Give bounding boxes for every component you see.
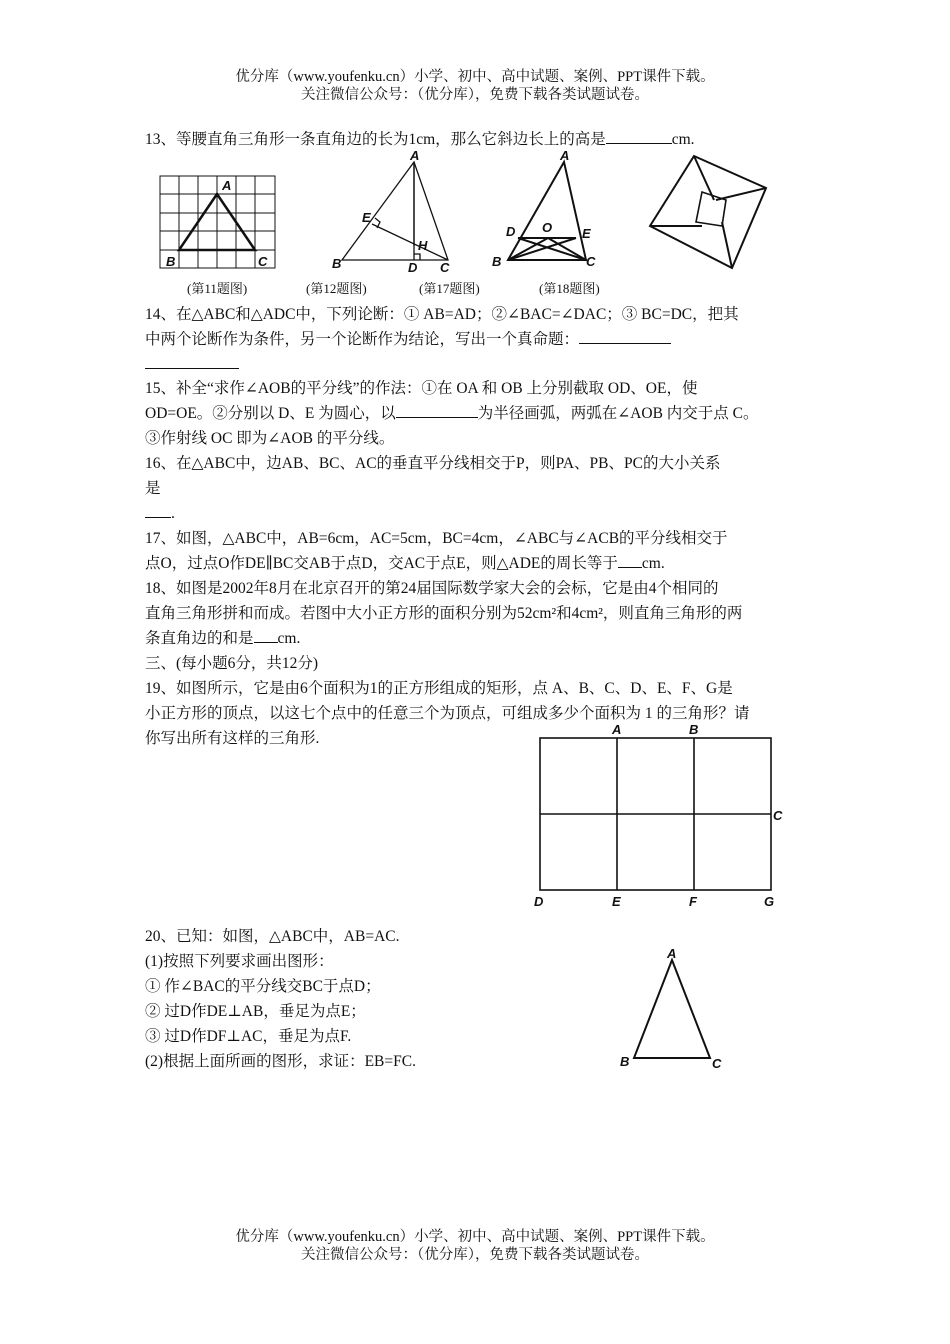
q17-unit: cm.: [641, 555, 665, 572]
q20-line-3: ① 作∠BAC的平分线交BC于点D；: [145, 978, 381, 995]
grid-label-f: F: [689, 894, 697, 909]
figure-12: [328, 148, 452, 276]
q15-answer-blank[interactable]: [396, 401, 478, 418]
fig11-label-a: A: [222, 178, 232, 193]
figure-11: [152, 170, 280, 274]
q16-end: .: [171, 505, 175, 522]
q15-line-1: 15、补全“求作∠AOB的平分线”的作法：①在 OA 和 OB 上分别截取 OD、OE，使: [145, 380, 698, 397]
header-line-2: 关注微信公众号：（优分库），免费下载各类试题试卷。: [301, 87, 649, 103]
q20-line-1: 20、已知：如图，△ABC中，AB=AC.: [145, 928, 400, 945]
grid-label-d: D: [534, 894, 544, 909]
caption-fig12: (第12题图): [306, 281, 367, 296]
q20-line-5: ③ 过D作DF⊥AC，垂足为点F.: [145, 1028, 352, 1045]
q14-answer-blank-continued[interactable]: [145, 352, 239, 369]
fig12-label-e: E: [362, 210, 371, 225]
q15-line-2: [145, 401, 759, 423]
fig17-label-b: B: [492, 254, 502, 269]
q13-answer-blank[interactable]: [606, 127, 672, 144]
q15-line-3: ③作射线 OC 即为∠AOB 的平分线。: [145, 430, 395, 447]
fig20-label-b: B: [620, 1054, 630, 1069]
q15-line-2b: 为半径画弧，两弧在∠AOB 内交于点 C。: [477, 405, 759, 422]
grid-label-g: G: [764, 894, 775, 909]
q18-line-3: [145, 626, 300, 648]
footer-line-2: 关注微信公众号：（优分库），免费下载各类试题试卷。: [301, 1247, 649, 1263]
q15-line-2a: OD=OE。②分别以 D、E 为圆心，以: [145, 405, 396, 422]
q16-line-2: 是: [145, 480, 161, 497]
fig17-label-o: O: [542, 220, 553, 235]
section-3-heading: 三、(每小题6分，共12分): [145, 655, 319, 672]
fig12-label-d: D: [408, 260, 418, 275]
header-line-1: 优分库（www.youfenku.cn）小学、初中、高中试题、案例、PPT课件下载。: [235, 69, 715, 85]
q17-answer-blank[interactable]: [618, 551, 642, 568]
q19-line-3: 你写出所有这样的三角形.: [145, 730, 320, 747]
q19-line-1: 19、如图所示，它是由6个面积为1的正方形组成的矩形，点 A、B、C、D、E、F、G是: [145, 680, 733, 697]
q16-line-1: 16、在△ABC中，边AB、BC、AC的垂直平分线相交于P，则PA、PB、PC的大小关系: [145, 455, 721, 472]
fig12-label-a: A: [410, 148, 420, 163]
q16-answer: [145, 501, 175, 523]
q18-unit: cm.: [277, 630, 301, 647]
fig12-label-b: B: [332, 256, 342, 271]
q14-line-1: 14、在△ABC和△ADC中，下列论断：① AB=AD；②∠BAC=∠DAC；③ BC=DC，把其: [145, 306, 739, 323]
q14-answer-blank-2[interactable]: [145, 352, 239, 374]
fig17-label-e: E: [582, 226, 591, 241]
q14-answer-blank[interactable]: [579, 327, 671, 344]
grid-label-b: B: [689, 722, 699, 737]
q17-line-2: [145, 551, 665, 573]
fig20-label-a: A: [667, 946, 677, 961]
figure-20-triangle: [612, 944, 738, 1074]
q14-line-2-text: 中两个论断作为条件，另一个论断作为结论，写出一个真命题：: [145, 331, 580, 348]
fig11-label-c: C: [258, 254, 268, 269]
q16-answer-blank[interactable]: [145, 501, 171, 518]
q20-line-4: ② 过D作DE⊥AB，垂足为点E；: [145, 1003, 366, 1020]
q20-line-2: (1)按照下列要求画出图形：: [145, 953, 334, 970]
caption-fig18: (第18题图): [539, 281, 600, 296]
fig17-label-d: D: [506, 224, 516, 239]
grid-label-c: C: [773, 808, 783, 823]
q18-line-3a: 条直角边的和是: [145, 630, 254, 647]
figure-18: [640, 148, 772, 274]
caption-fig17: (第17题图): [419, 281, 480, 296]
q17-line-1: 17、如图，△ABC中，AB=6cm，AC=5cm，BC=4cm，∠ABC与∠ACB的平分线相交于: [145, 530, 728, 547]
fig20-label-c: C: [712, 1056, 722, 1071]
q19-line-2: 小正方形的顶点，以这七个点中的任意三个为顶点，可组成多少个面积为 1 的三角形？请: [145, 705, 750, 722]
figure-19-grid: [528, 718, 790, 914]
q18-answer-blank[interactable]: [254, 626, 278, 643]
footer-line-1: 优分库（www.youfenku.cn）小学、初中、高中试题、案例、PPT课件下载。: [235, 1229, 715, 1245]
fig11-label-b: B: [166, 254, 176, 269]
page-header: [0, 68, 950, 104]
caption-fig11: (第11题图): [187, 281, 248, 296]
q17-line-2a: 点O，过点O作DE∥BC交AB于点D，交AC于点E，则△ADE的周长等于: [145, 555, 618, 572]
q18-line-2: 直角三角形拼和而成。若图中大小正方形的面积分别为52cm²和4cm²，则直角三角形的两: [145, 605, 743, 622]
fig12-label-h: H: [418, 238, 428, 253]
question-13: [145, 127, 695, 149]
grid-label-e: E: [612, 894, 621, 909]
fig17-label-c: C: [586, 254, 596, 269]
q14-line-2: [145, 327, 671, 349]
figure-17: [490, 148, 610, 272]
q20-line-6: (2)根据上面所画的图形，求证：EB=FC.: [145, 1053, 416, 1070]
q18-line-1: 18、如图是2002年8月在北京召开的第24届国际数学家大会的会标，它是由4个相同的: [145, 580, 719, 597]
fig17-label-a: A: [560, 148, 570, 163]
q13-unit: cm.: [671, 131, 695, 148]
grid-label-a: A: [612, 722, 622, 737]
page-footer: [0, 1228, 950, 1264]
fig12-label-c: C: [440, 260, 450, 275]
q13-text: 13、等腰直角三角形一条直角边的长为1cm，那么它斜边长上的高是: [145, 131, 606, 148]
